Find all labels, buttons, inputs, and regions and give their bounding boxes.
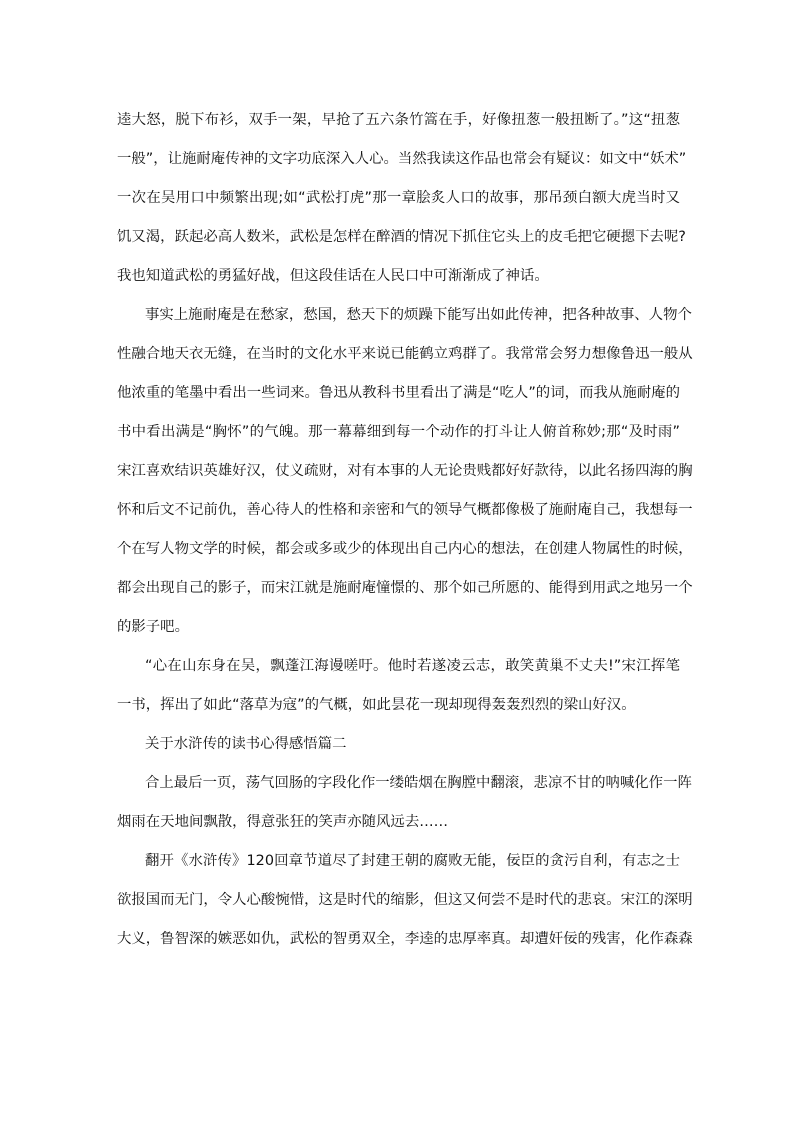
text-line: 一书，挥出了如此“落草为寇”的气概，如此昙花一现却现得轰轰烈烈的梁山好汉。	[117, 697, 636, 713]
text-line: 欲报国而无门，令人心酸惋惜，这是时代的缩影，但这又何尝不是时代的悲哀。宋江的深明	[117, 892, 693, 908]
text-line: 的影子吧。	[117, 619, 189, 635]
text-line: 烟雨在天地间飘散，得意张狂的笑声亦随风远去……	[117, 814, 448, 830]
text-line: 性融合地天衣无缝，在当时的文化水平来说已能鹤立鸡群了。我常常会努力想像鲁迅一般从	[117, 346, 693, 362]
text-line: 怀和后文不记前仇，善心待人的性格和亲密和气的领导气概都像极了施耐庵自己，我想每一	[117, 502, 693, 518]
text-line: 都会出现自己的影子，而宋江就是施耐庵憧憬的、那个如己所愿的、能得到用武之地另一个	[117, 580, 693, 596]
text-line: 宋江喜欢结识英雄好汉，仗义疏财，对有本事的人无论贵贱都好好款待，以此名扬四海的胸	[117, 463, 693, 479]
text-line: 一次在吴用口中频繁出现;如“武松打虎”那一章脍炙人口的故事，那吊颈白额大虎当时又	[117, 190, 680, 206]
text-line: 我也知道武松的勇猛好战，但这段佳话在人民口中可渐渐成了神话。	[117, 268, 549, 284]
text-line: 个在写人物文学的时候，都会或多或少的体现出自己内心的想法，在创建人物属性的时候，	[117, 541, 693, 557]
text-line: 书中看出满是“胸怀”的气魄。那一幕幕细到每一个动作的打斗让人俯首称妙;那“及时雨”	[117, 424, 680, 440]
paragraph-first-line: “心在山东身在吴，飘蓬江海谩嗟吁。他时若遂凌云志，敢笑黄巢不丈夫!”宋江挥笔	[145, 658, 680, 674]
paragraph-first-line: 合上最后一页，荡气回肠的字段化作一缕皓烟在胸膛中翻滚，悲凉不甘的呐喊化作一阵	[145, 775, 692, 791]
paragraph-first-line: 翻开《水浒传》120回章节道尽了封建王朝的腐败无能，佞臣的贪污自利，有志之士	[145, 853, 680, 869]
text-line: 一般”，让施耐庵传神的文字功底深入人心。当然我读这作品也常会有疑议：如文中“妖术”	[117, 151, 687, 167]
text-line: 大义，鲁智深的嫉恶如仇，武松的智勇双全，李逵的忠厚率真。却遭奸佞的残害，化作森森	[117, 931, 693, 947]
text-line: 饥又渴，跃起必高人数米，武松是怎样在醉酒的情况下抓住它头上的皮毛把它硬摁下去呢?	[117, 229, 686, 245]
text-line: 他浓重的笔墨中看出一些词来。鲁迅从教科书里看出了满是“吃人”的词，而我从施耐庵的	[117, 385, 680, 401]
text-line: 逵大怒，脱下布衫，双手一架，早抢了五六条竹篙在手，好像扭葱一般扭断了。”这“扭葱	[117, 112, 680, 128]
section-heading: 关于水浒传的读书心得感悟篇二	[145, 736, 347, 752]
paragraph-first-line: 事实上施耐庵是在愁家，愁国，愁天下的烦躁下能写出如此传神，把各种故事、人物个	[145, 307, 692, 323]
